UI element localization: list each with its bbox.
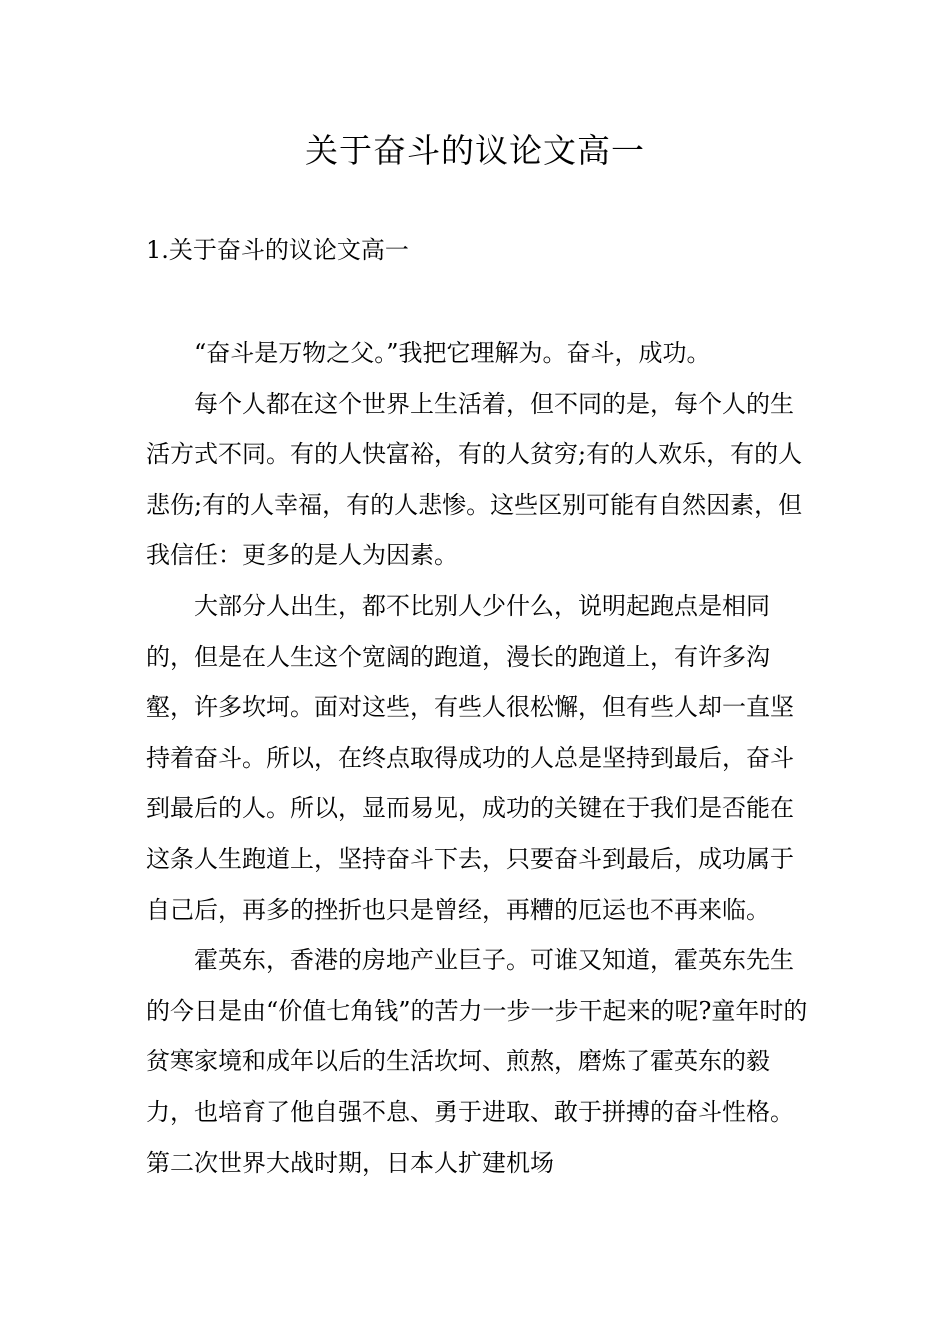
paragraph-fok-ying-tung: 霍英东，香港的房地产业巨子。可谁又知道，霍英东先生的今日是由“价值七角钱”的苦力一步一步干起来的呢?童年时的贫寒家境和成年以后的生活坎坷、煎熬，磨炼了霍英东的毅力，也培育了他自强不息、勇于进取、敢于拼搏的奋斗性格。第二次世界大战时期，日本人扩建机场 (146, 946, 808, 1177)
paragraph-lifestyles: 每个人都在这个世界上生活着，但不同的是，每个人的生活方式不同。有的人快富裕，有的人贫穷;有的人欢乐，有的人悲伤;有的人幸福，有的人悲惨。这些区别可能有自然因素，但我信任：更多的是人为因素。 (146, 389, 803, 570)
paragraph-quote: “奋斗是万物之父。”我把它理解为。奋斗，成功。 (194, 339, 711, 367)
document-body (146, 328, 811, 1188)
section-heading: 1.关于奋斗的议论文高一 (146, 236, 409, 264)
document-title: 关于奋斗的议论文高一 (305, 131, 645, 170)
paragraph-running-track: 大部分人出生，都不比别人少什么，说明起跑点是相同的，但是在人生这个宽阔的跑道，漫长的跑道上，有许多沟壑，许多坎坷。面对这些，有些人很松懈，但有些人却一直坚持着奋斗。所以，在终点取得成功的人总是坚持到最后，奋斗到最后的人。所以，显而易见，成功的关键在于我们是否能在这条人生跑道上，坚持奋斗下去，只要奋斗到最后，成功属于自己后，再多的挫折也只是曾经，再糟的厄运也不再来临。 (146, 591, 794, 924)
